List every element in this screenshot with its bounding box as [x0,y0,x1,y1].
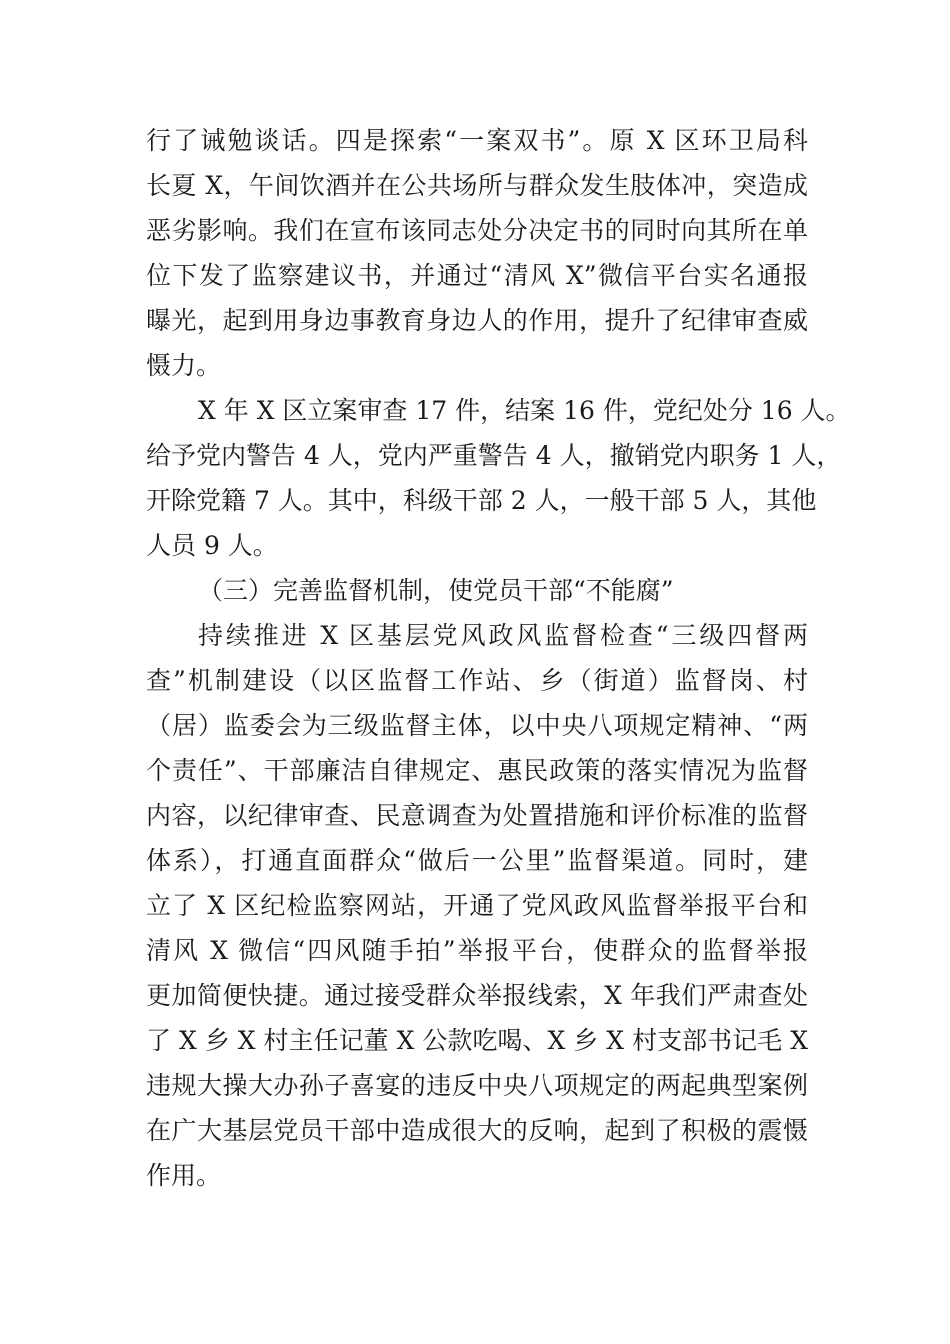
text-line: 开除党籍 7 人。其中，科级干部 2 人，一般干部 5 人，其他 [146,486,817,515]
document-body [146,118,851,1198]
paragraph-3 [146,613,808,1198]
text-line: 体系），打通直面群众“做后一公里”监督渠道。同时，建 [146,846,808,875]
text-line: 查”机制建设（以区监督工作站、乡（街道）监督岗、村 [146,666,808,695]
text-line: 人员 9 人。 [146,531,278,560]
text-line: 持续推进 X 区基层党风政风监督检查“三级四督两 [198,621,808,650]
text-line: 了 X 乡 X 村主任记董 X 公款吃喝、X 乡 X 村支部书记毛 X [146,1026,808,1055]
text-line: （居）监委会为三级监督主体，以中央八项规定精神、“两 [146,711,808,740]
text-line: 更加简便快捷。通过接受群众举报线索，X 年我们严肃查处 [146,981,808,1010]
paragraph-1 [146,118,808,388]
section-heading: （三）完善监督机制，使党员干部“不能腐” [198,576,674,605]
text-line: 行了诫勉谈话。四是探索“一案双书”。原 X 区环卫局科 [146,126,808,155]
text-line: 长夏 X，午间饮酒并在公共场所与群众发生肢体冲，突造成 [146,171,808,200]
paragraph-2 [146,388,851,568]
text-line: 慑力。 [146,351,222,380]
text-line: 清风 X 微信“四风随手拍”举报平台，使群众的监督举报 [146,936,808,965]
text-line: 位下发了监察建议书，并通过“清风 X”微信平台实名通报 [146,261,808,290]
text-line: 在广大基层党员干部中造成很大的反响，起到了积极的震慑 [146,1116,808,1145]
text-line: 作用。 [146,1161,222,1190]
text-line: 个责任”、干部廉洁自律规定、惠民政策的落实情况为监督 [146,756,808,785]
text-line: 曝光，起到用身边事教育身边人的作用，提升了纪律审查威 [146,306,808,335]
text-line: 立了 X 区纪检监察网站，开通了党风政风监督举报平台和 [146,891,808,920]
text-line: 内容，以纪律审查、民意调查为处置措施和评价标准的监督 [146,801,808,830]
text-line: X 年 X 区立案审查 17 件，结案 16 件，党纪处分 16 人。 [198,396,851,425]
text-line: 恶劣影响。我们在宣布该同志处分决定书的同时向其所在单 [146,216,808,245]
text-line: 给予党内警告 4 人，党内严重警告 4 人，撤销党内职务 1 人， [146,441,842,470]
text-line: 违规大操大办孙子喜宴的违反中央八项规定的两起典型案例 [146,1071,808,1100]
